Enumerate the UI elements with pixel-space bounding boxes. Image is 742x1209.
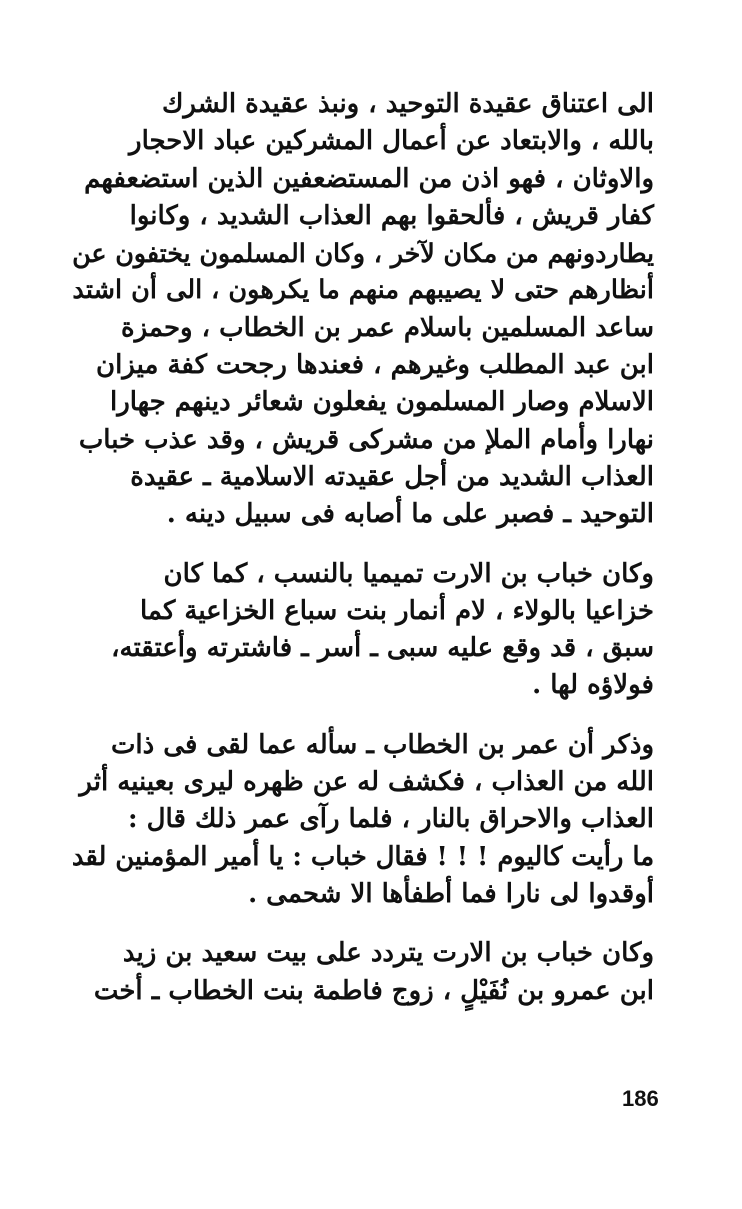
- text-line: وذكر أن عمر بن الخطاب ـ سأله عما لقى فى ذات: [110, 729, 654, 760]
- text-line: ابن عبد المطلب وغيرهم ، فعندها رجحت كفة ميزان: [95, 350, 654, 381]
- text-line: نهارا وأمام الملإ من مشركى قريش ، وقد عذب خباب: [78, 424, 654, 455]
- text-line: الى اعتناق عقيدة التوحيد ، ونبذ عقيدة الشرك: [161, 89, 654, 119]
- text-line: والاوثان ، فهو اذن من المستضعفين الذين استضعفهم: [84, 163, 654, 194]
- text-line: وكان خباب بن الارت تميميا بالنسب ، كما كان: [163, 558, 654, 589]
- page-number: 186: [622, 1086, 659, 1111]
- text-line: أوقدوا لى نارا فما أطفأها الا شحمى .: [248, 878, 654, 909]
- text-line: سبق ، قد وقع عليه سبى ـ أسر ـ فاشترته وأعتقته،: [111, 633, 654, 664]
- text-line: ما رأيت كاليوم ! ! ! فقال خباب : يا أمير المؤمنين لقد: [71, 841, 654, 872]
- text-line: التوحيد ـ فصبر على ما أصابه فى سبيل دينه .: [166, 499, 654, 530]
- text-line: أنظارهم حتى لا يصيبهم منهم ما يكرهون ، الى أن اشتد: [72, 275, 654, 306]
- text-line: ساعد المسلمين باسلام عمر بن الخطاب ، وحمزة: [120, 312, 654, 343]
- text-line: فولاؤه لها .: [532, 670, 654, 701]
- text-line: الله من العذاب ، فكشف له عن ظهره ليرى بعينيه أثر: [79, 767, 654, 798]
- text-line: العذاب والاحراق بالنار ، فلما رآى عمر ذلك قال :: [128, 804, 654, 835]
- text-line: كفار قريش ، فألحقوا بهم العذاب الشديد ، وكانوا: [129, 200, 654, 231]
- text-line: بالله ، والابتعاد عن أعمال المشركين عباد الاحجار: [129, 126, 654, 157]
- text-line: الاسلام وصار المسلمون يفعلون شعائر دينهم جهارا: [109, 387, 654, 418]
- paragraph-4: [72, 935, 654, 1010]
- text-line: وكان خباب بن الارت يتردد على بيت سعيد بن زيد: [122, 938, 654, 969]
- text-line: يطاردونهم من مكان لآخر ، وكان المسلمون يختفون عن: [72, 238, 654, 269]
- body-text: [72, 86, 654, 1010]
- paragraph-1: [72, 86, 654, 534]
- paragraph-spacer: [72, 534, 654, 556]
- paragraph-3: [72, 727, 654, 913]
- text-line: ابن عمرو بن نُفَيْلٍ ، زوج فاطمة بنت الخطاب ـ أخت: [93, 975, 654, 1006]
- paragraph-spacer: [72, 913, 654, 935]
- paragraph-spacer: [72, 705, 654, 727]
- paragraph-2: [72, 556, 654, 705]
- text-line: العذاب الشديد من أجل عقيدته الاسلامية ـ عقيدة: [130, 461, 654, 492]
- text-line: خزاعيا بالولاء ، لام أنمار بنت سباع الخزاعية كما: [140, 595, 654, 626]
